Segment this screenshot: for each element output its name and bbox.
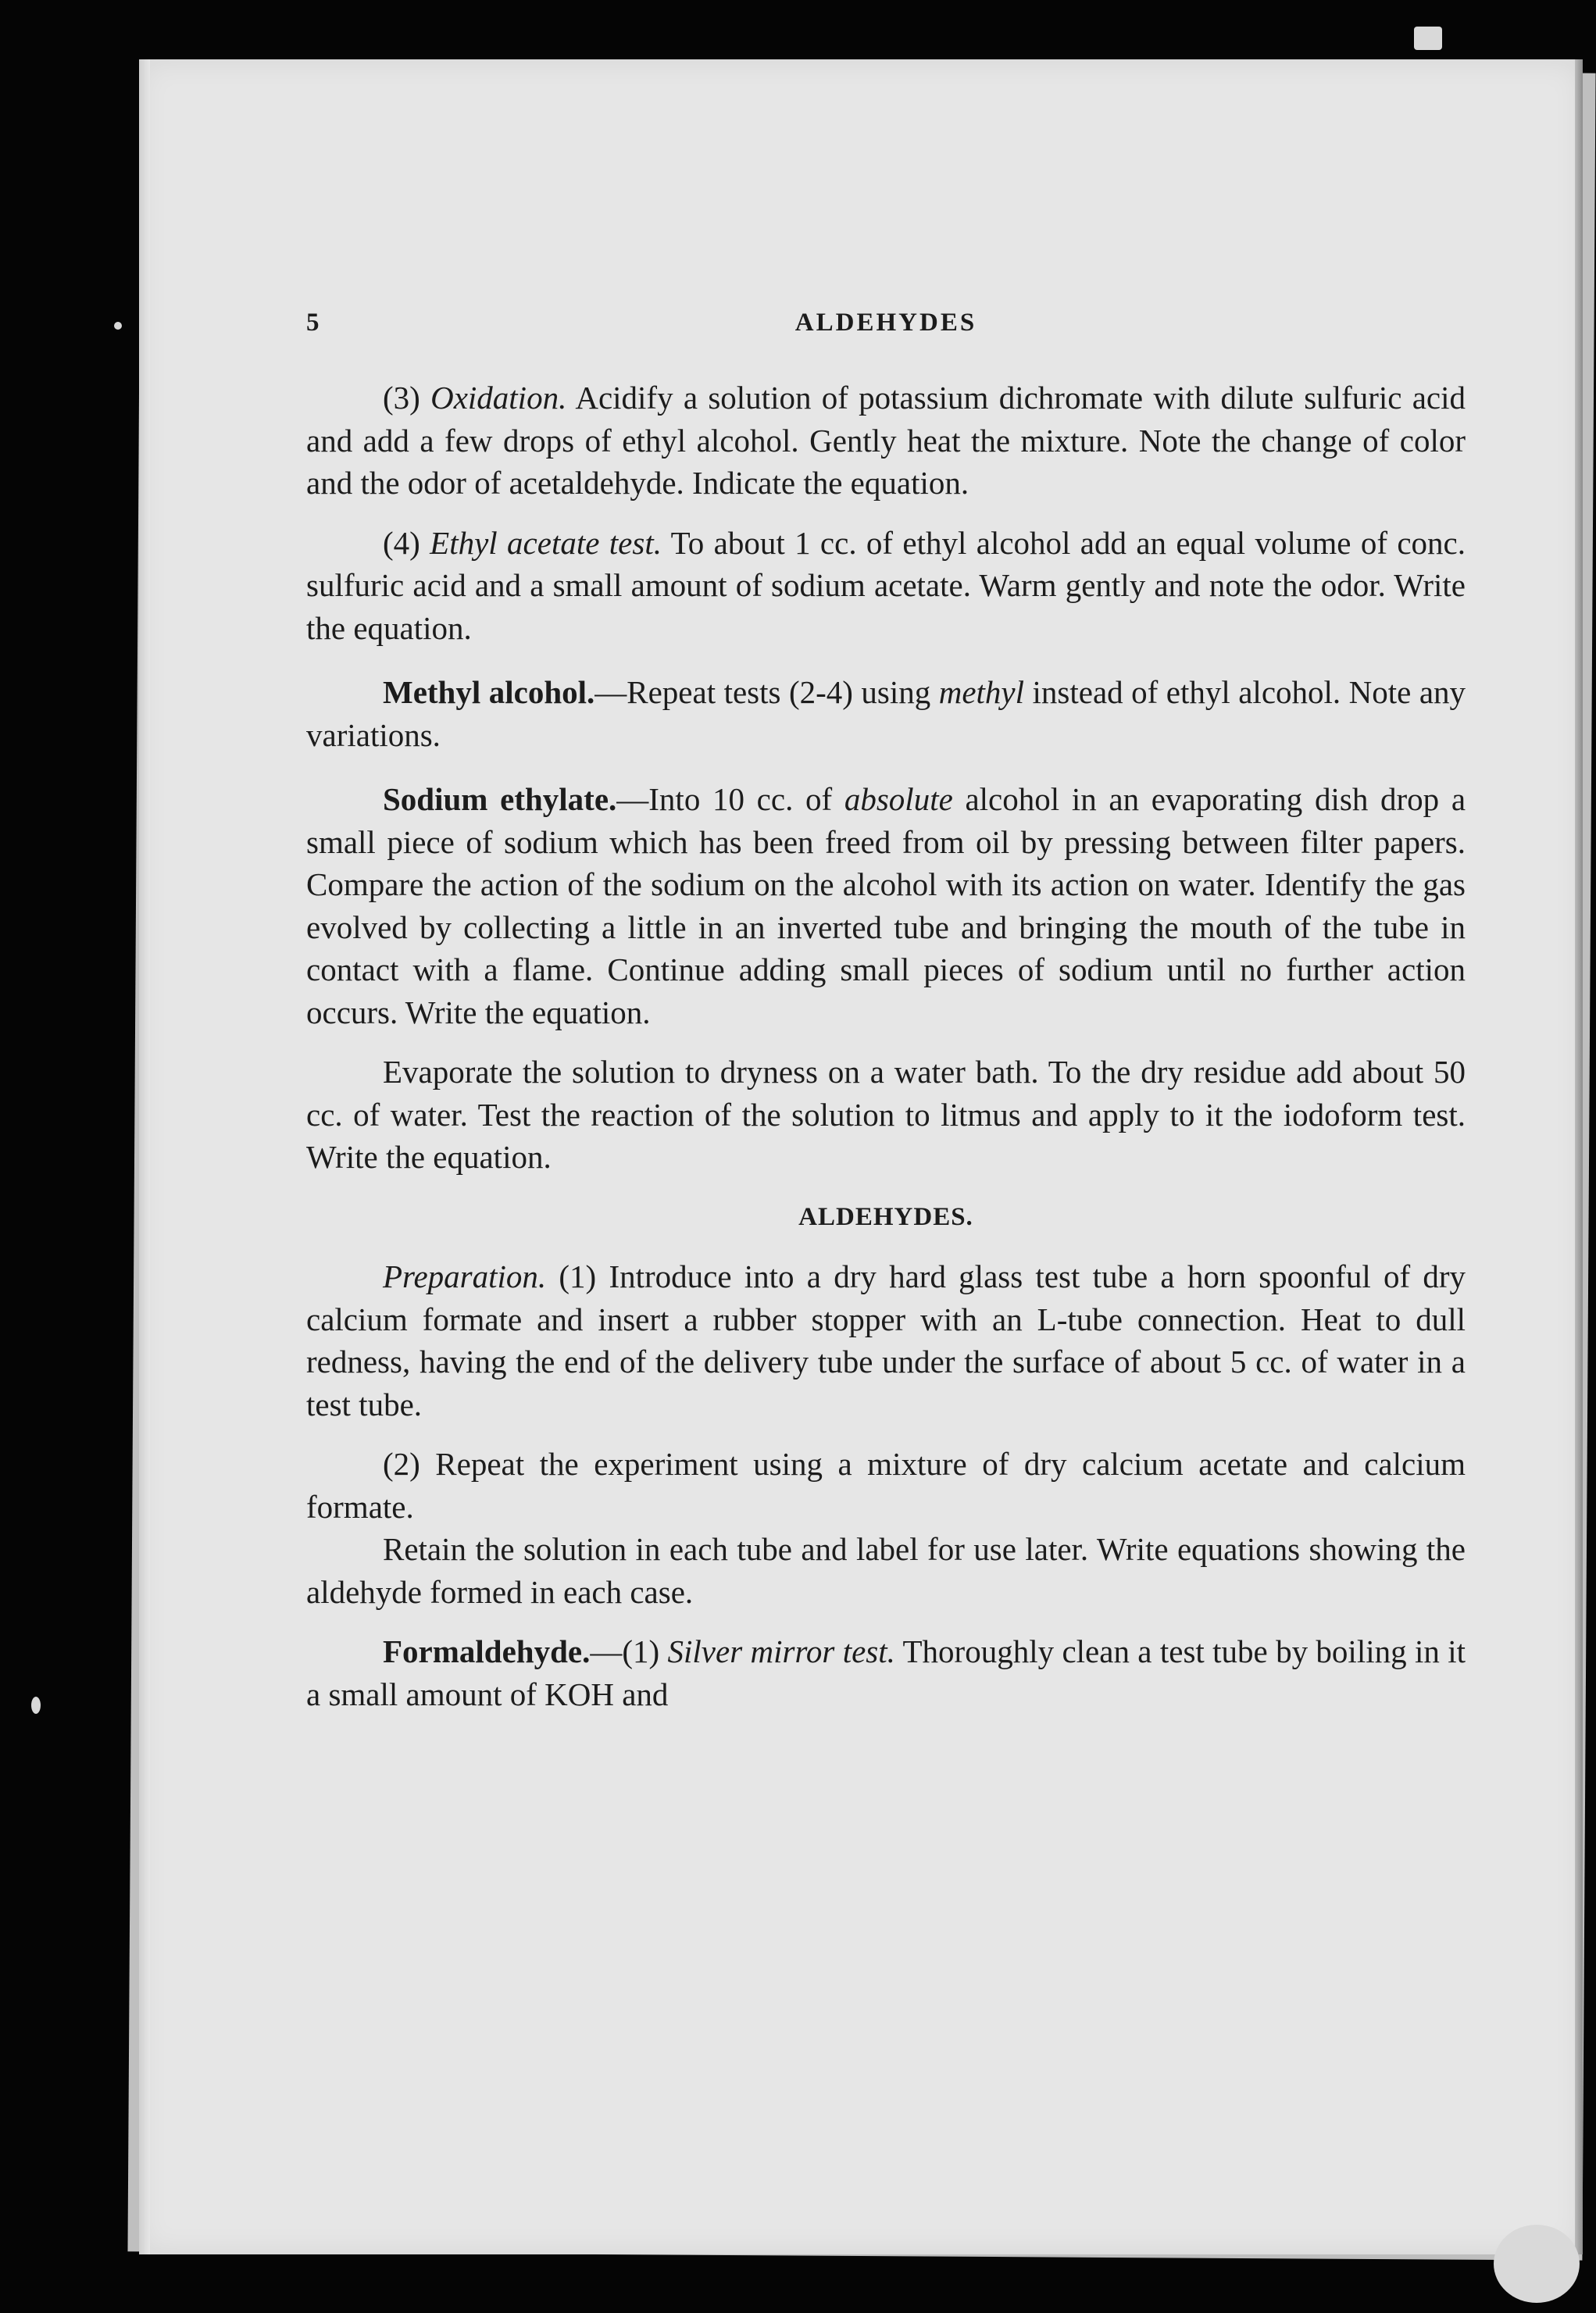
running-head: ALDEHYDES (794, 309, 977, 337)
item-number: (3) (383, 380, 420, 416)
section-heading: ALDEHYDES. (798, 1202, 973, 1231)
scan-speck (31, 1697, 41, 1714)
run-in-heading: Sodium ethylate. (383, 781, 617, 817)
paragraph-text: —Into 10 cc. of (616, 781, 833, 817)
paragraph-evaporate (306, 1051, 1466, 1179)
item-title: Ethyl acetate test. (430, 524, 662, 561)
paragraph-repeat-experiment (306, 1443, 1466, 1528)
paragraph-text: Thoroughly clean a test tube by boiling in it a small amount of KOH and (306, 1633, 1466, 1712)
paragraph-text: alcohol in an evaporating dish drop a small piece of sodium which has been freed from oil by pressing between filter papers. Compare the action of the sodium on the alcohol with its action on water. Identify the gas evolved by collecting a little in an inverted tube and bringing the mouth of the tube in contact with a flame. Continue adding small pieces of sodium until no further action occurs. Write the equation. (306, 781, 1466, 1030)
page-body (306, 377, 1466, 1715)
paragraph-formaldehyde (306, 1630, 1466, 1715)
page-right-edge (1575, 59, 1583, 2254)
paragraph-text: To about 1 cc. of ethyl alcohol add an equal volume of conc. sulfuric acid and a small amount of sodium acetate. Warm gently and note the odor. Write the equation. (306, 524, 1466, 646)
paragraph-methyl-alcohol (306, 671, 1466, 756)
item-title: Preparation. (383, 1258, 547, 1294)
paragraph-text: instead of ethyl alcohol. Note any variations. (306, 674, 1466, 753)
paragraph-oxidation (306, 377, 1466, 505)
run-in-heading: Methyl alcohol. (383, 674, 595, 710)
paragraph-ethyl-acetate-test (306, 522, 1466, 650)
paragraph-text: (2) Repeat the experiment using a mixture of dry calcium acetate and calcium formate. (306, 1446, 1466, 1525)
scan-speck (1494, 2225, 1580, 2303)
page-header (306, 309, 1466, 337)
paragraph-text: Retain the solution in each tube and label for use later. Write equations showing the aldehyde formed in each case. (306, 1531, 1466, 1610)
run-in-heading: Formaldehyde. (383, 1633, 591, 1669)
item-number: (4) (383, 524, 420, 561)
paragraph-retain-solution (306, 1528, 1466, 1613)
emphasis: absolute (844, 781, 953, 817)
scan-speck (1414, 27, 1442, 50)
paragraph-text: (1) Introduce into a dry hard glass test tube a horn spoonful of dry calcium formate and insert a rubber stopper with an L-tube connection. Heat to dull redness, having the end of the delivery tube under the surface of about 5 cc. of water in a test tube. (306, 1258, 1466, 1422)
paragraph-text: —(1) (590, 1633, 660, 1669)
paragraph-text: —Repeat tests (2-4) using (594, 674, 931, 710)
paragraph-text: Acidify a solution of potassium dichromate with dilute sulfuric acid and add a few drops of ethyl alcohol. Gently heat the mixture. Note the change of color and the odor of acetaldehyde. Indicate the equation. (306, 380, 1466, 501)
page-left-edge (139, 59, 150, 2254)
item-title: Silver mirror test. (667, 1633, 895, 1669)
emphasis: methyl (938, 674, 1025, 710)
paragraph-text: Evaporate the solution to dryness on a water bath. To the dry residue add about 50 cc. of water. Test the reaction of the solution to litmus and apply to it the iodoform test. Write the equation. (306, 1054, 1466, 1175)
scan-speck (114, 322, 122, 330)
page-number: 5 (306, 309, 322, 337)
item-title: Oxidation. (430, 380, 567, 416)
paragraph-sodium-ethylate (306, 778, 1466, 1033)
paragraph-preparation (306, 1255, 1466, 1426)
